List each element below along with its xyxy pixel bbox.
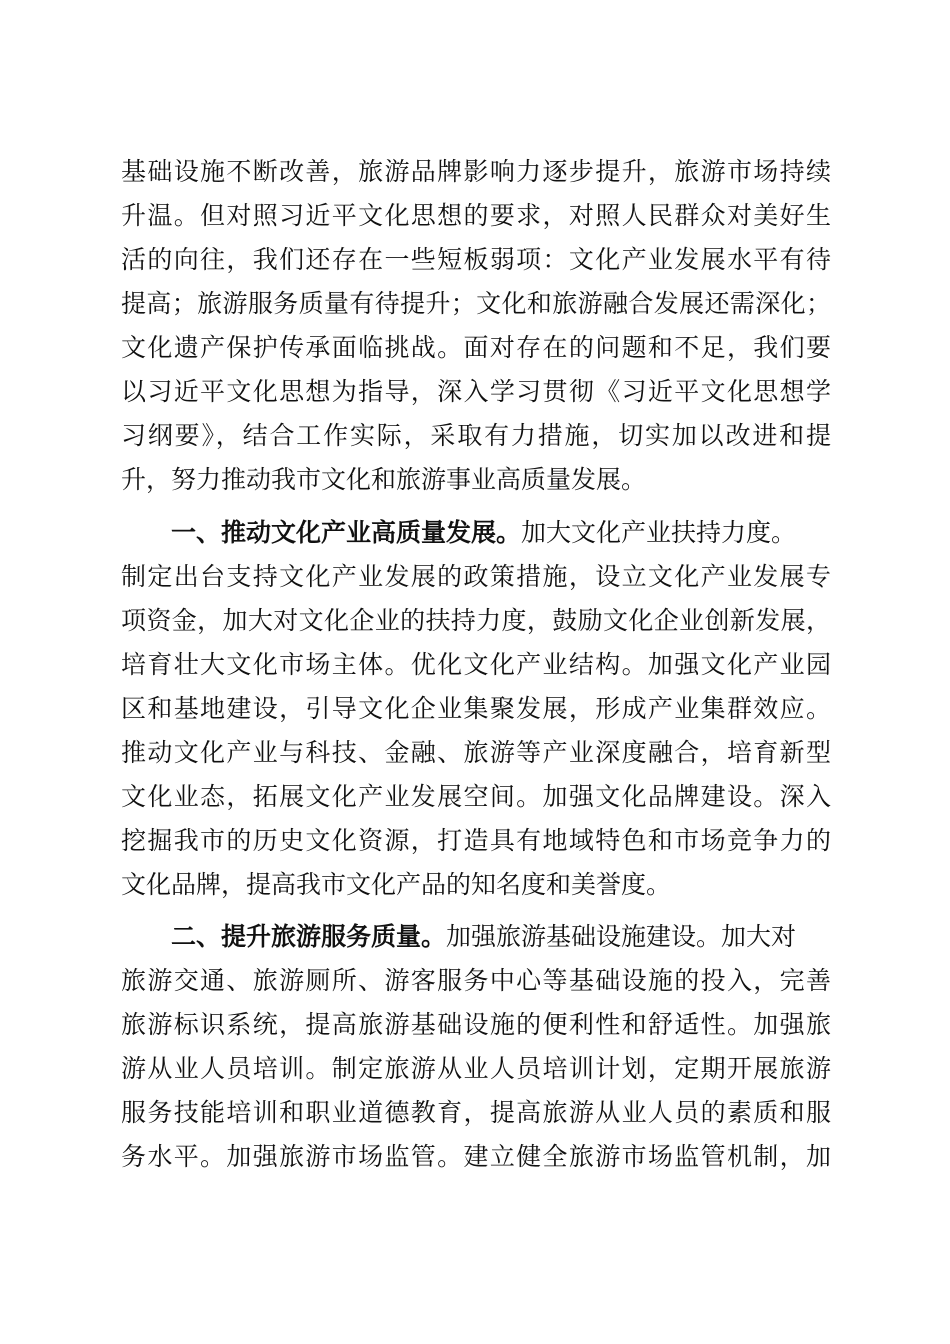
paragraph-line: 习纲要》，结合工作实际，采取有力措施，切实加以改进和提 bbox=[121, 421, 831, 450]
paragraph-line: 以习近平文化思想为指导，深入学习贯彻《习近平文化思想学 bbox=[121, 377, 831, 406]
section-2-heading: 二、提升旅游服务质量。 bbox=[171, 922, 447, 951]
paragraph-line: 提高；旅游服务质量有待提升；文化和旅游融合发展还需深化； bbox=[121, 289, 831, 318]
paragraph-line: 务水平。加强旅游市场监管。建立健全旅游市场监管机制，加 bbox=[121, 1142, 831, 1171]
paragraph-line: 升温。但对照习近平文化思想的要求，对照人民群众对美好生 bbox=[121, 201, 831, 230]
paragraph-line: 制定出台支持文化产业发展的政策措施，设立文化产业发展专 bbox=[121, 562, 831, 591]
section-1-first-line bbox=[171, 511, 831, 555]
paragraph-line: 基础设施不断改善，旅游品牌影响力逐步提升，旅游市场持续 bbox=[121, 157, 831, 186]
section-2-first-line bbox=[171, 915, 831, 959]
paragraph-line: 文化品牌，提高我市文化产品的知名度和美誉度。 bbox=[121, 870, 672, 899]
paragraph-line: 旅游交通、旅游厕所、游客服务中心等基础设施的投入，完善 bbox=[121, 966, 831, 995]
paragraph-line: 推动文化产业与科技、金融、旅游等产业深度融合，培育新型 bbox=[121, 738, 831, 767]
section-2-first-line-text: 加强旅游基础设施建设。加大对 bbox=[446, 922, 797, 951]
paragraph-line: 培育壮大文化市场主体。优化文化产业结构。加强文化产业园 bbox=[121, 650, 831, 679]
paragraph-line: 升，努力推动我市文化和旅游事业高质量发展。 bbox=[121, 465, 647, 494]
section-1-heading: 一、推动文化产业高质量发展。 bbox=[171, 518, 522, 547]
paragraph-line: 文化遗产保护传承面临挑战。面对存在的问题和不足，我们要 bbox=[121, 333, 831, 362]
paragraph-line: 挖掘我市的历史文化资源，打造具有地域特色和市场竞争力的 bbox=[121, 826, 831, 855]
paragraph-line: 服务技能培训和职业道德教育，提高旅游从业人员的素质和服 bbox=[121, 1098, 831, 1127]
paragraph-line: 旅游标识系统，提高旅游基础设施的便利性和舒适性。加强旅 bbox=[121, 1010, 831, 1039]
section-1-first-line-text: 加大文化产业扶持力度。 bbox=[521, 518, 797, 547]
paragraph-line: 区和基地建设，引导文化企业集聚发展，形成产业集群效应。 bbox=[121, 694, 831, 723]
paragraph-line: 文化业态，拓展文化产业发展空间。加强文化品牌建设。深入 bbox=[121, 782, 831, 811]
paragraph-line: 活的向往，我们还存在一些短板弱项：文化产业发展水平有待 bbox=[121, 245, 831, 274]
paragraph-line: 游从业人员培训。制定旅游从业人员培训计划，定期开展旅游 bbox=[121, 1054, 831, 1083]
paragraph-line: 项资金，加大对文化企业的扶持力度，鼓励文化企业创新发展， bbox=[121, 606, 831, 635]
